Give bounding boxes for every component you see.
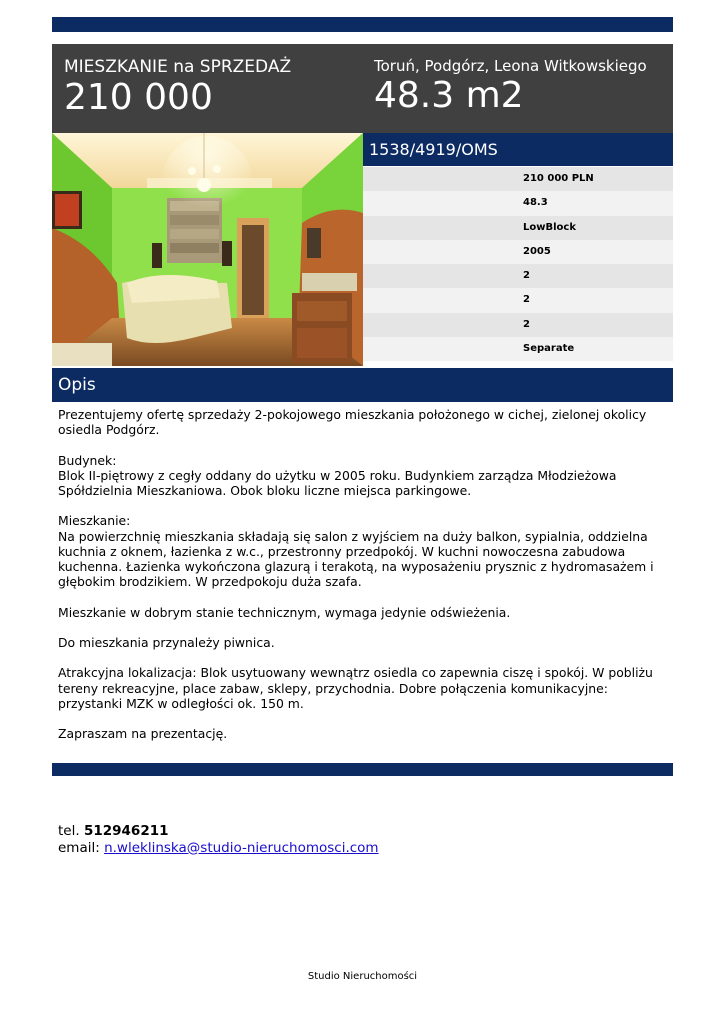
description-paragraph: Zapraszam na prezentację. xyxy=(58,726,228,742)
listing-location: Toruń, Podgórz, Leona Witkowskiego xyxy=(374,57,647,75)
property-row: Separate xyxy=(363,337,673,361)
living-room-image xyxy=(52,133,363,366)
description-paragraph: Budynek: Blok II-piętrowy z cegły oddany do użytku w 2005 roku. Budynkiem zarządza Młodzieżowa Spółdzielnia Mieszkaniowa. Obok bloku liczne miejsca parkingowe. xyxy=(58,452,617,498)
description-paragraph: Atrakcyjna lokalizacja: Blok usytuowany wewnątrz osiedla co zapewnia ciszę i spokój. W pobliżu tereny rekreacyjne, place zabaw, sklepy, przychodnia. Dobre połączenia komunikacyjne: przystanki MZK w odległości ok. 150 m. xyxy=(58,665,653,711)
listing-area: 48.3 m2 xyxy=(374,75,524,116)
property-row: 2005 xyxy=(363,240,673,264)
contact-block xyxy=(58,823,379,856)
email-label: email: xyxy=(58,839,100,856)
email-line xyxy=(58,840,379,857)
property-row: 2 xyxy=(363,264,673,288)
listing-type: MIESZKANIE na SPRZEDAŻ xyxy=(64,57,292,77)
top-accent-bar xyxy=(52,17,673,32)
description-paragraph: Do mieszkania przynależy piwnica. xyxy=(58,634,275,650)
property-row: 2 xyxy=(363,288,673,312)
footer-company: Studio Nieruchomości xyxy=(307,971,418,982)
bottom-accent-bar xyxy=(52,763,673,776)
property-row: 2 xyxy=(363,313,673,337)
header-left xyxy=(64,56,291,118)
listing-price: 210 000 xyxy=(64,77,213,118)
listing-header xyxy=(52,44,673,133)
email-link[interactable]: n.wleklinska@studio-nieruchomosci.com xyxy=(104,839,379,856)
offer-id-bar: 1538/4919/OMS xyxy=(363,133,673,166)
phone-number: 512946211 xyxy=(83,823,169,839)
property-list xyxy=(363,167,673,361)
description xyxy=(58,407,668,757)
apartment-photo xyxy=(52,133,363,366)
property-row: LowBlock xyxy=(363,216,673,240)
header-right xyxy=(374,56,647,116)
phone-label: tel. xyxy=(58,823,80,839)
property-row: 210 000 PLN xyxy=(363,167,673,191)
property-row: 48.3 xyxy=(363,191,673,215)
description-paragraph: Prezentujemy ofertę sprzedaży 2-pokojowego mieszkania położonego w cichej, zielonej okolicy osiedla Podgórz. xyxy=(58,407,647,438)
section-title-description: Opis xyxy=(52,368,673,402)
phone-line xyxy=(58,823,379,840)
description-paragraph: Mieszkanie: Na powierzchnię mieszkania składają się salon z wyjściem na duży balkon, sypialnia, oddzielna kuchnia z oknem, łazienka z w.c., przestronny przedpokój. W kuchni nowoczesna zabudowa kuchenna. Łazienka wykończona glazurą i terakotą, na wyposażeniu prysznic z hydromasażem i głębokim brodzikiem. W przedpokoju duża szafa. xyxy=(58,513,654,590)
description-paragraph: Mieszkanie w dobrym stanie technicznym, wymaga jedynie odświeżenia. xyxy=(58,604,511,620)
